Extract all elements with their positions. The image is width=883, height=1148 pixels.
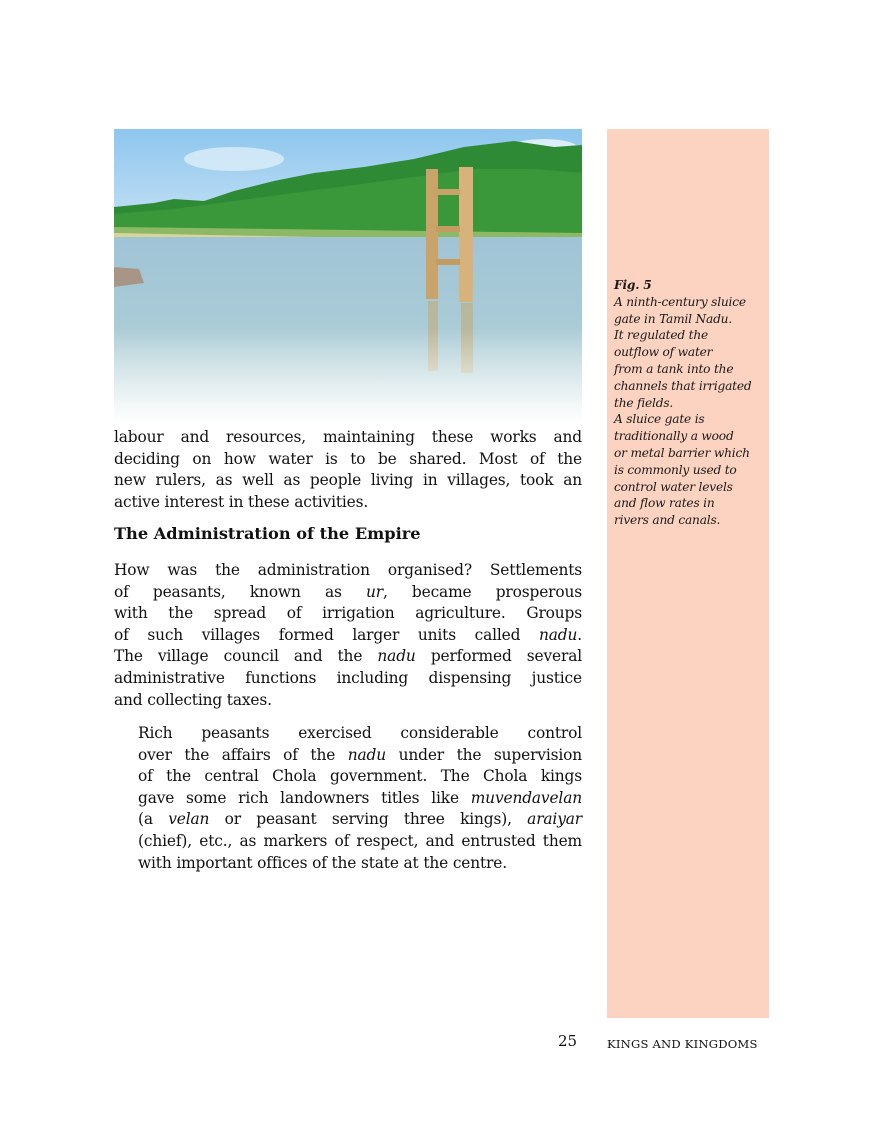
text-line: of peasants, known as ur, became prosperous xyxy=(114,582,582,601)
caption-line: and flow rates in xyxy=(614,496,715,511)
sluice-gate-photo xyxy=(114,129,582,424)
caption-line: or metal barrier which xyxy=(614,445,750,460)
text-line: with important offices of the state at the centre. xyxy=(138,853,507,872)
text-line: and collecting taxes. xyxy=(114,690,272,709)
text-line: (chief), etc., as markers of respect, and entrusted them xyxy=(138,831,582,850)
text-line: over the affairs of the nadu under the supervision xyxy=(138,745,583,764)
text-line: labour and resources, maintaining these works and xyxy=(114,428,582,446)
caption-line: gate in Tamil Nadu. xyxy=(614,311,733,326)
text-line: gave some rich landowners titles like muvendavelan xyxy=(138,788,582,807)
term-araiyar: araiyar xyxy=(527,810,582,829)
caption-line: the fields. xyxy=(614,395,674,410)
text-line: Rich peasants exercised considerable control xyxy=(138,724,582,742)
caption-line: is commonly used to xyxy=(614,462,737,477)
caption-line: A ninth-century sluice xyxy=(614,294,746,309)
text-line: How was the administration organised? Settlements xyxy=(114,561,582,579)
page-number: 25 xyxy=(558,1032,578,1050)
term-muvendavelan: muvendavelan xyxy=(470,788,582,807)
running-head: KINGS AND KINGDOMS xyxy=(607,1037,758,1051)
text-line: of the central Chola government. The Chola kings xyxy=(138,767,582,786)
text-line: deciding on how water is to be shared. Most of the xyxy=(114,449,582,468)
caption-line: A sluice gate is xyxy=(614,412,705,427)
caption-line: from a tank into the xyxy=(614,361,734,376)
caption-line: control water levels xyxy=(614,479,733,494)
paragraph-administration xyxy=(114,560,582,711)
paragraph-irrigation xyxy=(114,427,582,513)
text-line: administrative functions including dispensing justice xyxy=(114,668,582,687)
text-line: new rulers, as well as people living in villages, took an xyxy=(114,471,582,490)
text-line: The village council and the nadu performed several xyxy=(114,647,583,666)
term-velan: velan xyxy=(168,810,210,829)
caption-line: It regulated the xyxy=(614,328,708,343)
caption-line: traditionally a wood xyxy=(614,429,734,444)
text-line: of such villages formed larger units called nadu. xyxy=(114,625,582,644)
term-nadu: nadu xyxy=(377,647,416,666)
section-heading: The Administration of the Empire xyxy=(114,524,421,543)
term-nadu: nadu xyxy=(347,745,387,764)
text-line: with the spread of irrigation agriculture. Groups xyxy=(114,604,582,623)
caption-line: rivers and canals. xyxy=(614,513,721,528)
paragraph-rich-peasants xyxy=(114,723,582,874)
caption-line: channels that irrigated xyxy=(614,378,752,393)
figure-label: Fig. 5 xyxy=(614,278,652,292)
text-line: active interest in these activities. xyxy=(114,492,369,511)
caption-line: outflow of water xyxy=(614,345,713,360)
term-nadu: nadu xyxy=(538,625,578,644)
margin-sidebar xyxy=(607,129,769,1018)
text-line: (a velan or peasant serving three kings), araiyar xyxy=(138,810,582,829)
term-ur: ur xyxy=(365,582,383,601)
figure-caption xyxy=(614,277,770,529)
